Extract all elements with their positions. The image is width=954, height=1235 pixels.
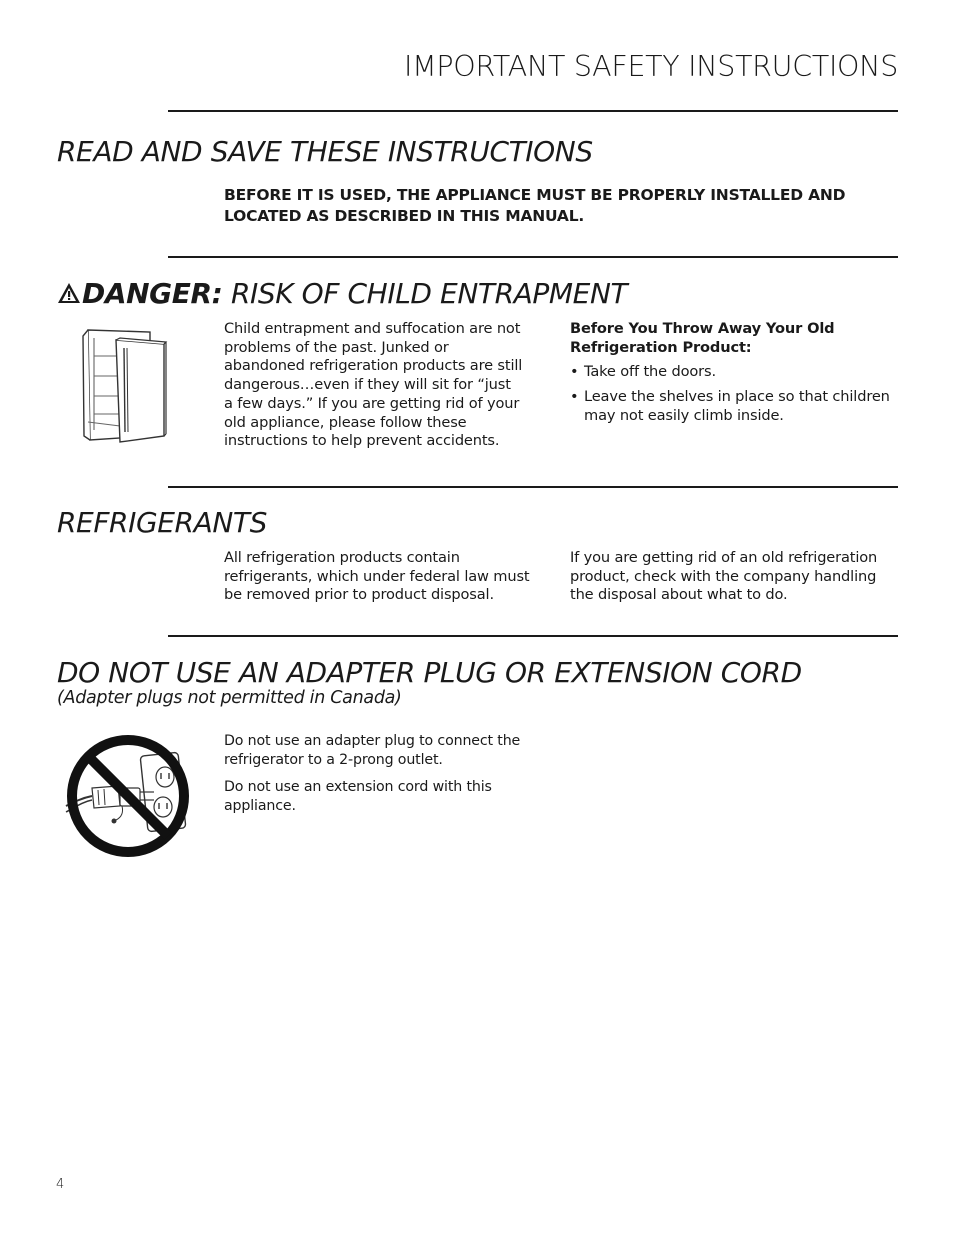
section-divider	[168, 635, 898, 637]
section-divider	[168, 110, 898, 112]
read-save-title: READ AND SAVE THESE INSTRUCTIONS	[57, 135, 593, 168]
section-divider	[168, 256, 898, 258]
extension-cord-paragraph: Do not use an extension cord with this appliance.	[224, 779, 492, 815]
warning-triangle-icon	[57, 282, 81, 304]
bullet-icon: •	[570, 363, 579, 381]
list-item	[570, 388, 892, 425]
disposal-list	[570, 363, 892, 425]
danger-title	[57, 277, 627, 310]
adapter-subtitle: (Adapter plugs not permitted in Canada)	[57, 688, 402, 708]
page-number: 4	[56, 1177, 65, 1192]
adapter-paragraph: Do not use an adapter plug to connect the refrigerator to a 2-prong outlet.	[224, 733, 521, 768]
danger-label: DANGER:	[82, 277, 223, 310]
disposal-instructions	[570, 320, 892, 426]
disposal-heading: Before You Throw Away Your Old Refrigeration Product:	[570, 320, 835, 356]
bullet-icon: •	[570, 388, 579, 406]
danger-heading: RISK OF CHILD ENTRAPMENT	[230, 277, 628, 310]
refrigerants-right-text: If you are getting rid of an old refrigeration product, check with the company handling the disposal about what to do.	[570, 549, 878, 604]
refrigerator-open-door-icon	[80, 326, 170, 444]
adapter-text	[224, 732, 529, 825]
no-adapter-plug-icon	[62, 732, 192, 860]
section-divider	[168, 486, 898, 488]
child-entrapment-text: Child entrapment and suffocation are not problems of the past. Junked or abandoned refrigeration products are still dangerous…even if they will sit for “just a few days.” If you are getting rid of your old appliance, please follow these instructions to help prevent accidents.	[224, 320, 523, 450]
refrigerants-left-text: All refrigeration products contain refrigerants, which under federal law must be removed prior to product disposal.	[224, 549, 530, 604]
installation-notice: BEFORE IT IS USED, THE APPLIANCE MUST BE PROPERLY INSTALLED AND LOCATED AS DESCRIBED IN THIS MANUAL.	[224, 186, 846, 225]
page-header-title: IMPORTANT SAFETY INSTRUCTIONS	[404, 50, 898, 83]
list-item-text: Take off the doors.	[584, 363, 716, 381]
adapter-title: DO NOT USE AN ADAPTER PLUG OR EXTENSION CORD	[57, 656, 802, 689]
refrigerants-title: REFRIGERANTS	[57, 506, 267, 539]
list-item	[570, 363, 892, 382]
list-item-text: Leave the shelves in place so that children may not easily climb inside.	[584, 388, 890, 424]
